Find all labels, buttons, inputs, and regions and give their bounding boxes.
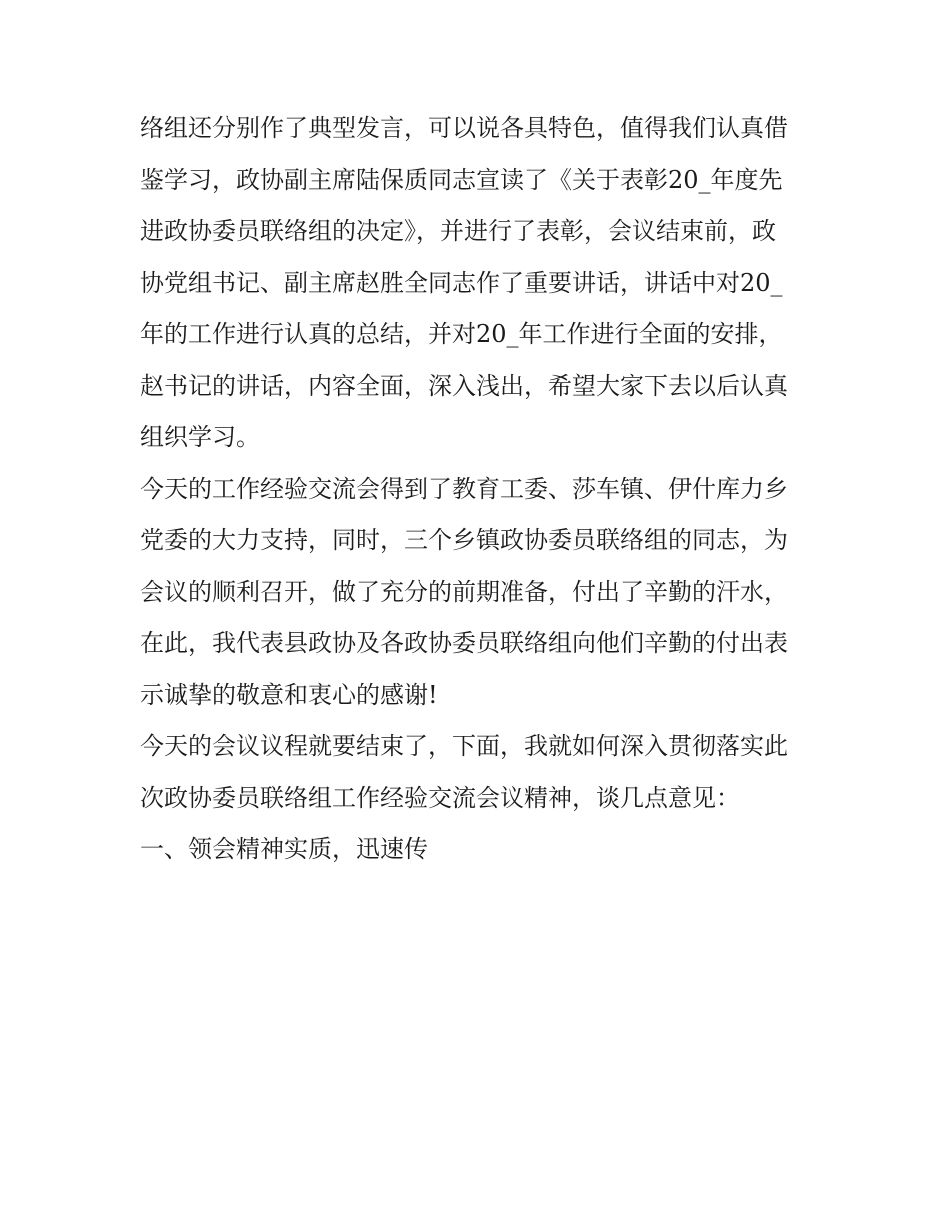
text-line: 组织学习。 xyxy=(140,423,260,451)
text-line: 一、领会精神实质，迅速传 xyxy=(140,835,428,863)
text-line: 会议的顺利召开，做了充分的前期准备，付出了辛勤的汗水， xyxy=(140,577,788,606)
text-line: 进政协委员联络组的决定》，并进行了表彰，会议结束前，政 xyxy=(140,217,776,245)
text-line: 次政协委员联络组工作经验交流会议精神，谈几点意见： xyxy=(140,783,740,812)
text-line: 党委的大力支持，同时，三个乡镇政协委员联络组的同志，为 xyxy=(140,526,788,554)
body-text xyxy=(140,103,840,876)
text-line: 鉴学习，政协副主席陆保质同志宣读了《关于表彰20_年度先 xyxy=(140,165,783,194)
text-line: 今天的会议议程就要结束了，下面，我就如何深入贯彻落实此 xyxy=(140,732,788,760)
text-line: 络组还分别作了典型发言，可以说各具特色，值得我们认真借 xyxy=(140,114,788,142)
text-line: 年的工作进行认真的总结，并对20_年工作进行全面的安排， xyxy=(140,320,783,348)
text-line: 今天的工作经验交流会得到了教育工委、莎车镇、伊什库力乡 xyxy=(140,474,788,503)
text-line: 示诚挚的敬意和衷心的感谢! xyxy=(140,680,438,709)
text-line: 协党组书记、副主席赵胜全同志作了重要讲话，讲话中对20_ xyxy=(140,268,783,297)
text-line: 在此，我代表县政协及各政协委员联络组向他们辛勤的付出表 xyxy=(140,629,788,657)
text-line: 赵书记的讲话，内容全面，深入浅出，希望大家下去以后认真 xyxy=(140,371,788,400)
